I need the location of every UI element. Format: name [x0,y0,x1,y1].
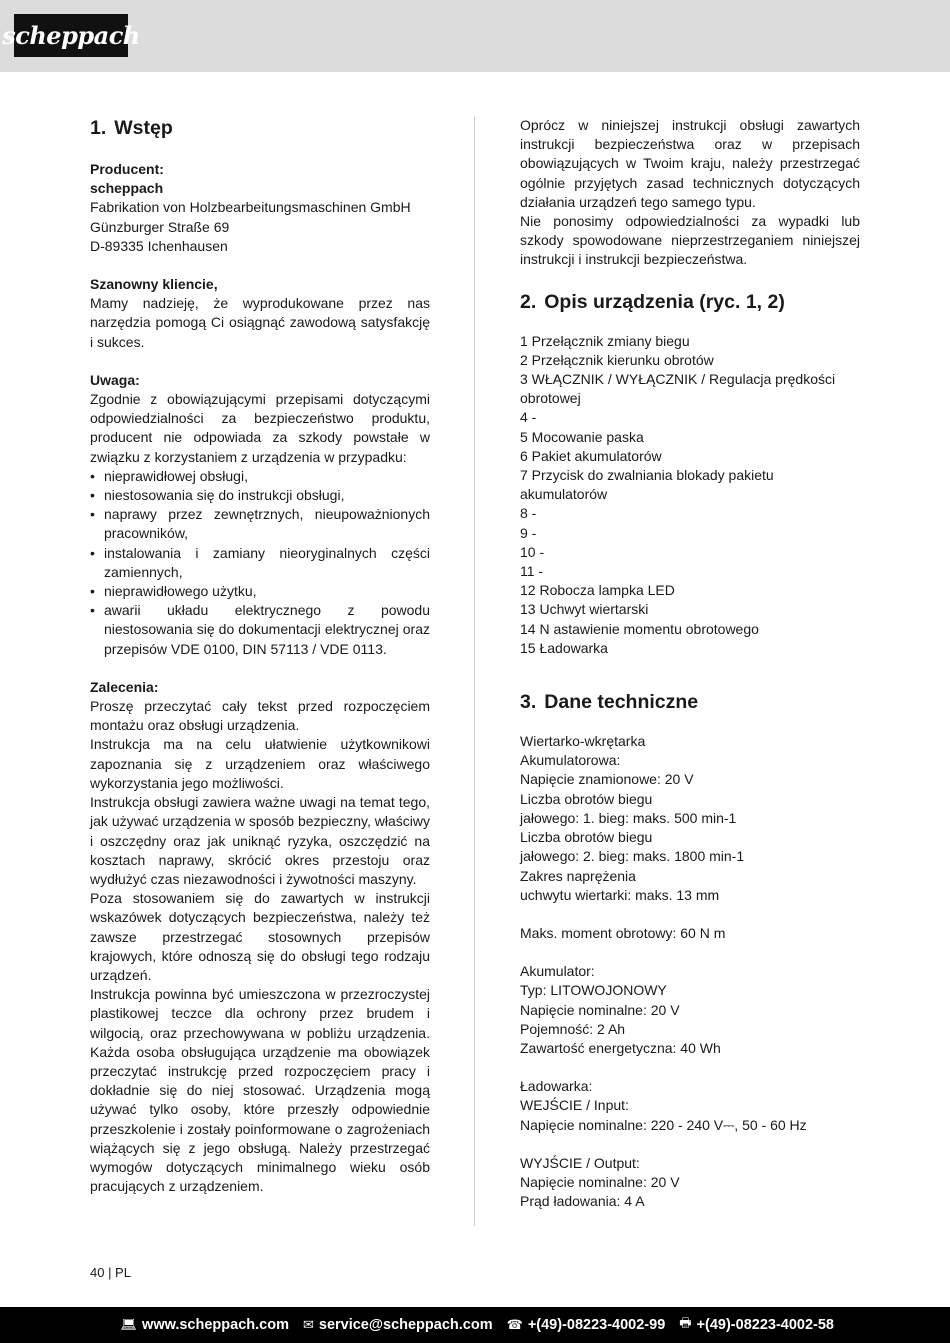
list-item: 14 N astawienie momentu obrotowego [520,620,759,637]
list-item: 2 Przełącznik kierunku obrotów [520,351,714,368]
list-item: 9 - [520,524,537,541]
section-3-number: 3. [520,691,537,714]
tech-line: Napięcie nominalne: 220 - 240 V⎓, 50 - 60 Hz [520,1116,807,1133]
list-item: • nieprawidłowego użytku, [90,582,430,601]
section-3-heading [520,690,860,714]
section-2-title: Opis urządzenia (ryc. 1, 2) [544,290,785,313]
intro-paragraph: Nie ponosimy odpowiedzialności za wypadki lub szkody spowodowane nieprzestrzeganiem niniejszej instrukcji i instrukcji bezpieczeństwa. [520,213,860,268]
note-label: Uwaga: [90,371,140,388]
tech-line: Akumulatorowa: [520,752,621,769]
list-item: 15 Ładowarka [520,639,608,656]
logo-text: scheppach [2,21,140,50]
parts-list [520,332,860,658]
section-1-title: Wstęp [114,117,173,139]
scheppach-logo [2,14,140,57]
header-band [0,0,950,72]
list-item: 5 Mocowanie paska [520,428,644,445]
tech-line: Liczba obrotów biegu [520,790,653,807]
tech-line: Akumulator: [520,963,595,980]
list-item: 13 Uchwyt wiertarski [520,601,649,618]
tech-line: jałowego: 1. bieg: maks. 500 min-1 [520,809,737,826]
section-1-number: 1. [90,117,107,139]
dear-label: Szanowny kliencie, [90,276,218,293]
dear-text: Mamy nadzieję, że wyprodukowane przez nas narzędzia pomogą Ci osiągnąć zawodową satysfakcję i sukces. [90,295,430,350]
recommendation-paragraph: Instrukcja ma na celu ułatwienie użytkownikowi zapoznania się z urządzeniem oraz właściwego wykorzystania jego możliwości. [90,736,430,791]
footer-web-text: www.scheppach.com [142,1317,289,1333]
column-divider [474,116,475,1226]
tech-line: Ładowarka: [520,1078,593,1095]
tech-data [520,732,860,1211]
note-list [90,467,430,659]
footer-fax[interactable] [679,1314,834,1336]
producer-line: Fabrikation von Holzbearbeitungsmaschinen GmbH [90,199,411,216]
footer-bar [0,1307,950,1343]
list-item: 1 Przełącznik zmiany biegu [520,332,690,349]
tech-line: Zawartość energetyczna: 40 Wh [520,1039,721,1056]
tech-line: Maks. moment obrotowy: 60 N m [520,924,726,941]
producer-name: scheppach [90,180,164,197]
tech-line: Napięcie znamionowe: 20 V [520,771,694,788]
list-item: 6 Pakiet akumulatorów [520,447,662,464]
phone-icon: ☎︎ [506,1317,523,1332]
list-item: 4 - [520,409,537,426]
footer-fax-text: +(49)-08223-4002-58 [696,1317,834,1333]
tech-line: Zakres naprężenia [520,867,636,884]
list-item: 3 WŁĄCZNIK / WYŁĄCZNIK / Regulacja prędkości obrotowej [520,371,836,407]
footer-phone-text: +(49)-08223-4002-99 [527,1317,666,1333]
fax-icon: 🖶︎ [679,1315,692,1330]
recommendation-paragraph: Proszę przeczytać cały tekst przed rozpoczęciem montażu oraz obsługi urządzenia. [90,698,430,734]
recommendation-paragraph: Instrukcja powinna być umieszczona w przezroczystej plastikowej teczce dla ochrony przez brudem i wilgocią, oraz przechowywana w pobliżu urządzenia. Każda osoba obsługująca urządzenie ma obowiązek przeczytać instrukcję przed rozpoczęciem pracy i dokładnie się do niej stosować. Urządzenia mogą używać tylko osoby, które przeszły odpowiednie przeszkolenie i zostały poinformowane o zagrożeniach wiążących się z jego obsługą. Należy przestrzegać wymogów dotyczących minimalnego wieku osób pracujących z urządzeniem. [90,986,430,1195]
list-item: 10 - [520,543,545,560]
list-item: • awarii układu elektrycznego z powodu niestosowania się do dokumentacji elektrycznej oraz przepisów VDE 0100, DIN 57113 / VDE 0113. [90,601,430,659]
tech-line: WEJŚCIE / Input: [520,1097,629,1114]
note-text: Zgodnie z obowiązującymi przepisami dotyczącymi odpowiedzialności za bezpieczeństwo produktu, producent nie odpowiada za szkody powstałe w związku z korzystaniem z urządzenia w przypadku: [90,391,430,465]
tech-line: Napięcie nominalne: 20 V [520,1173,680,1190]
producer-line: Günzburger Straße 69 [90,218,230,235]
list-item: 8 - [520,505,537,522]
footer-email[interactable] [303,1317,493,1333]
producer-line: D-89335 Ichenhausen [90,237,228,254]
list-item: 11 - [520,563,544,580]
computer-icon: 💻︎ [120,1317,138,1332]
tech-line: Napięcie nominalne: 20 V [520,1001,680,1018]
tech-line: Prąd ładowania: 4 A [520,1193,645,1210]
footer-web[interactable] [121,1317,289,1333]
list-item: • instalowania i zamiany nieoryginalnych części zamiennych, [90,544,430,582]
left-column [90,116,430,1196]
tech-line: Typ: LITOWOJONOWY [520,982,667,999]
producer-label: Producent: [90,161,164,177]
section-2-heading [520,290,860,314]
section-2-number: 2. [520,290,537,313]
section-3-title: Dane techniczne [544,691,699,714]
list-item: • niestosowania się do instrukcji obsługi, [90,486,430,505]
intro-paragraph: Oprócz w niniejszej instrukcji obsługi zawartych instrukcji bezpieczeństwa oraz w przepisach obowiązujących w Twoim kraju, należy przestrzegać ogólnie przyjętych zasad technicznych dotyczących działania urządzeń tego samego typu. [520,117,860,210]
recommendation-paragraph: Poza stosowaniem się do zawartych w instrukcji wskazówek dotyczących bezpieczeństwa, należy też zawsze przestrzegać stosownych przepisów krajowych, które odnoszą się do obsługi tego rodzaju urządzeń. [90,890,430,983]
tech-line: jałowego: 2. bieg: maks. 1800 min-1 [520,848,745,865]
list-item: 7 Przycisk do zwalniania blokady pakietu akumulatorów [520,467,774,503]
list-item: • naprawy przez zewnętrznych, nieupoważnionych pracowników, [90,505,430,543]
tech-line: uchwytu wiertarki: maks. 13 mm [520,886,720,903]
recommendation-paragraph: Instrukcja obsługi zawiera ważne uwagi na temat tego, jak używać urządzenia w sposób bezpieczny, właściwy i oszczędny oraz jak uniknąć ryzyka, oszczędzić na kosztach naprawy, skrócić okres przestoju oraz wydłużyć czas niezawodności i żywotności maszyny. [90,794,430,887]
tech-line: WYJŚCIE / Output: [520,1154,640,1171]
section-1-heading [90,116,430,140]
envelope-icon: ✉︎ [302,1317,314,1332]
right-column [520,116,860,1211]
footer-phone[interactable] [507,1317,666,1333]
page-number: 40 | PL [90,1265,131,1280]
footer-email-text: service@scheppach.com [318,1317,493,1333]
recommendations-label: Zalecenia: [90,678,159,695]
tech-line: Wiertarko-wkrętarka [520,733,646,750]
list-item: 12 Robocza lampka LED [520,582,675,599]
tech-line: Pojemność: 2 Ah [520,1020,626,1037]
tech-line: Liczba obrotów biegu [520,829,653,846]
list-item: • nieprawidłowej obsługi, [90,467,430,486]
